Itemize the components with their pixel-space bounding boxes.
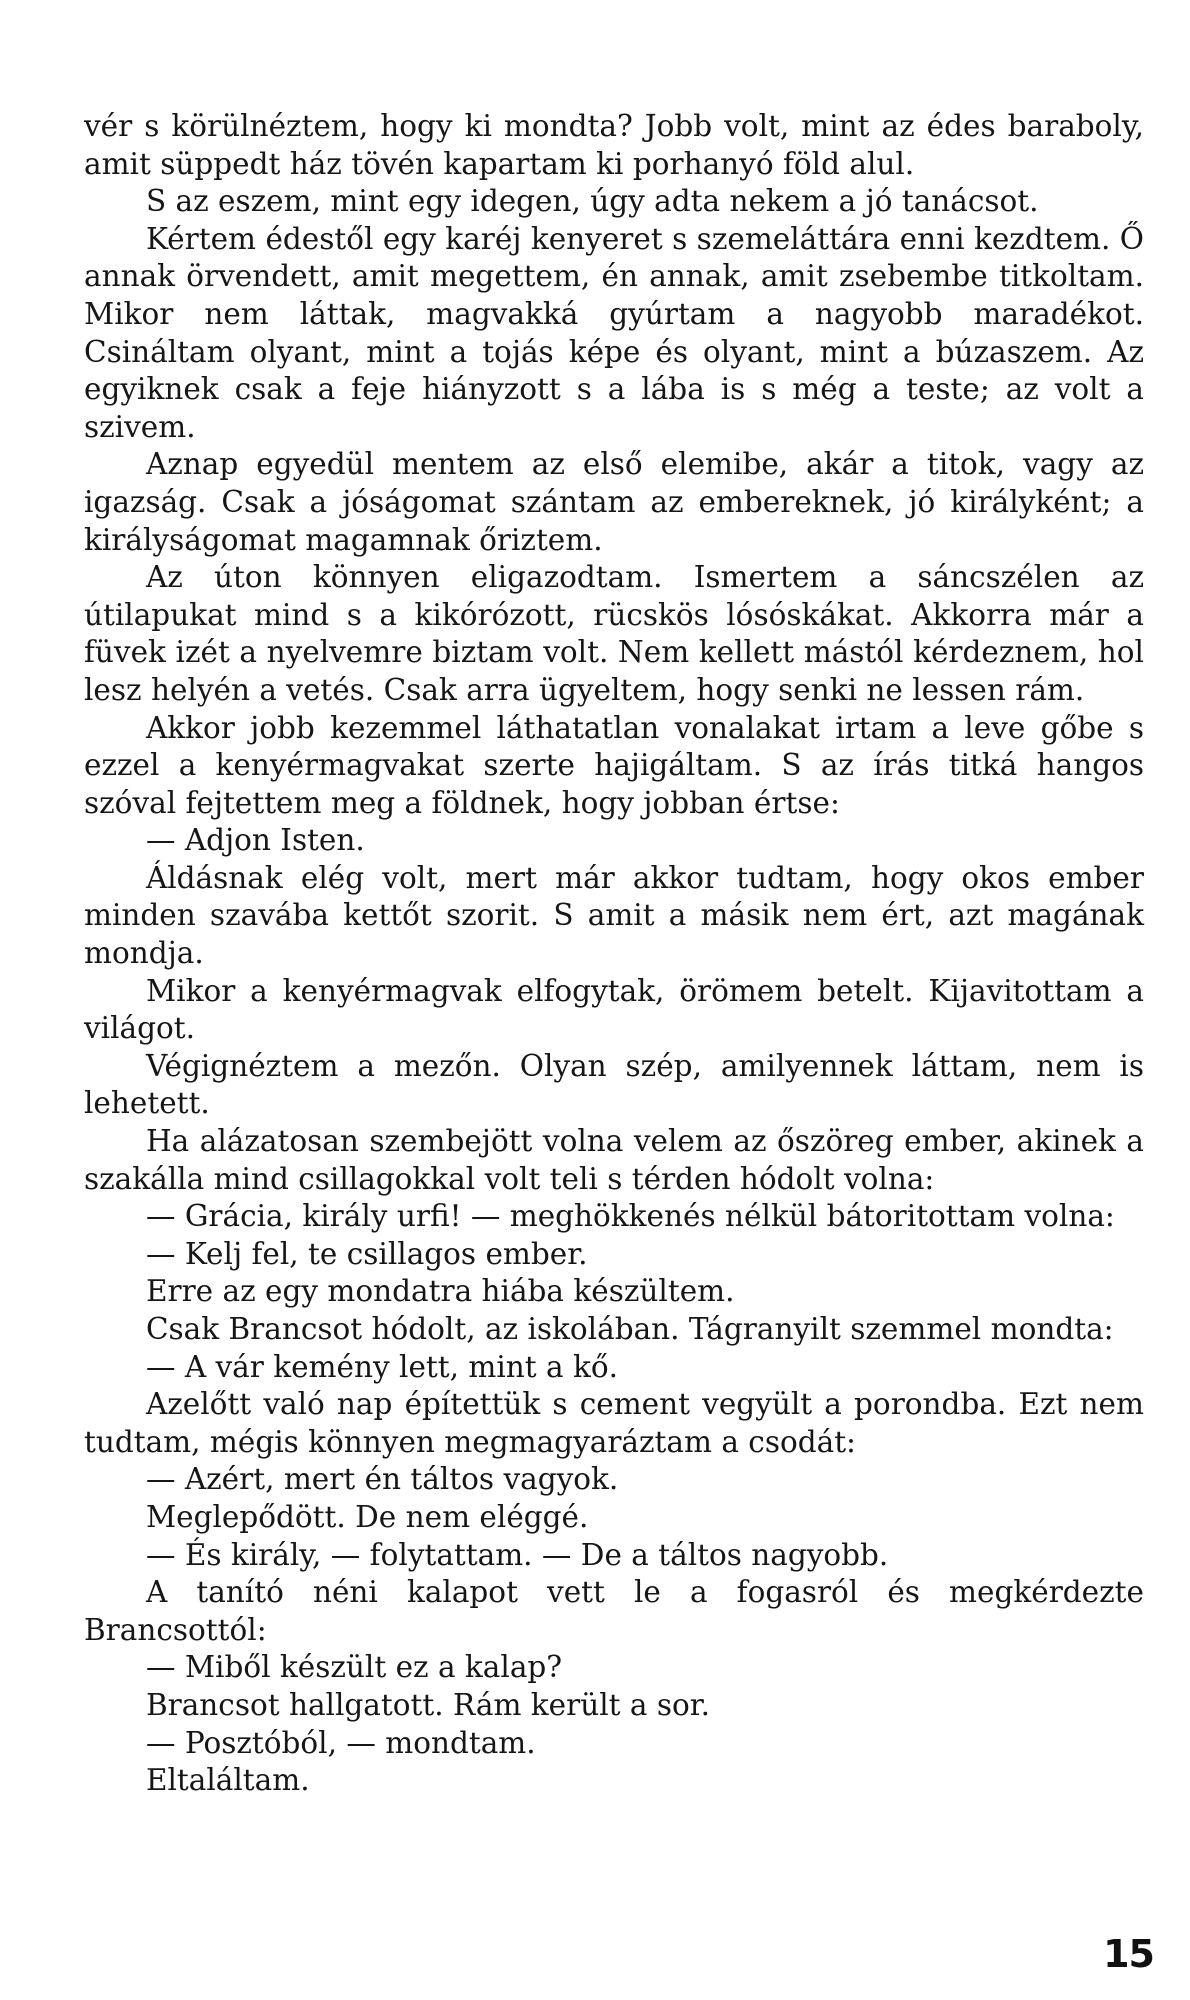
paragraph: Brancsot hallgatott. Rám került a sor. (145, 1687, 710, 1722)
paragraph: S az eszem, mint egy idegen, úgy adta nekem a jó tanácsot. (145, 184, 1039, 219)
paragraph: Mikor a kenyérmagvak elfogytak, örömem betelt. Kijavitottam a világot. (84, 973, 1144, 1046)
paragraph: Az úton könnyen eligazodtam. Ismertem a sáncszélen az útilapukat mind s a kikórózott, rücskös lósóskákat. Akkorra már a füvek izét a nyelvemre biztam volt. Nem kellett mástól kérdeznem, hol lesz helyén a vetés. Csak arra ügyeltem, hogy senki ne lessen rám. (84, 560, 1144, 707)
dialogue-line: — Azért, mert én táltos vagyok. (145, 1462, 619, 1497)
dialogue-line: — Posztóból, — mondtam. (145, 1725, 536, 1760)
paragraph: A tanító néni kalapot vett le a fogasról és megkérdezte Brancsottól: (84, 1575, 1144, 1647)
paragraph: Csak Brancsot hódolt, az iskolában. Tágranyilt szemmel mondta: (145, 1312, 1114, 1346)
dialogue-line: — Grácia, király urfi! — meghökkenés nélkül bátoritottam volna: (145, 1199, 1115, 1234)
paragraph: Ha alázatosan szembejött volna velem az őszöreg ember, akinek a szakálla mind csillagokkal volt teli s térden hódolt volna: (84, 1124, 1144, 1196)
dialogue-line: — Adjon Isten. (145, 823, 365, 858)
paragraph: Áldásnak elég volt, mert már akkor tudtam, hogy okos ember minden szavába kettőt szorit. S amit a másik nem ért, azt magának mondja. (84, 860, 1144, 971)
page-number: 15 (1103, 1932, 1154, 1976)
paragraph: Akkor jobb kezemmel láthatatlan vonalakat irtam a leve gőbe s ezzel a kenyérmagvakat szerte hajigáltam. S az írás titká hangos szóval fejtettem meg a földnek, hogy jobban értse: (84, 710, 1144, 820)
dialogue-line: — A vár kemény lett, mint a kő. (145, 1349, 619, 1384)
dialogue-line: — És király, — folytattam. — De a táltos nagyobb. (145, 1537, 889, 1572)
paragraph: vér s körülnéztem, hogy ki mondta? Jobb volt, mint az édes baraboly, amit süppedt ház tövén kapartam ki porhanyó föld alul. (84, 109, 1144, 181)
dialogue-line: — Miből készült ez a kalap? (145, 1650, 563, 1685)
paragraph: Végignéztem a mezőn. Olyan szép, amilyennek láttam, nem is lehetett. (84, 1048, 1144, 1121)
paragraph: Azelőtt való nap építettük s cement vegyült a porondba. Ezt nem tudtam, mégis könnyen megmagyaráztam a csodát: (84, 1387, 1144, 1459)
dialogue-line: — Kelj fel, te csillagos ember. (145, 1236, 588, 1271)
paragraph: Kértem édestől egy karéj kenyeret s szemeláttára enni kezdtem. Ő annak örvendett, amit megettem, én annak, amit zsebembe titkoltam. Mikor nem láttak, magvakká gyúrtam a nagyobb maradékot. Csináltam olyant, mint a tojás képe és olyant, mint a búzaszem. Az egyiknek csak a feje hiányzott s a lába is s még a teste; az volt a szivem. (84, 221, 1144, 444)
paragraph: Eltaláltam. (145, 1763, 310, 1798)
paragraph: Aznap egyedül mentem az első elemibe, akár a titok, vagy az igazság. Csak a jóságomat szántam az embereknek, jó királyként; a királyságomat magamnak őriztem. (84, 447, 1144, 557)
body-text (84, 108, 1144, 1800)
paragraph: Meglepődött. De nem eléggé. (145, 1499, 589, 1534)
paragraph: Erre az egy mondatra hiába készültem. (145, 1274, 735, 1309)
